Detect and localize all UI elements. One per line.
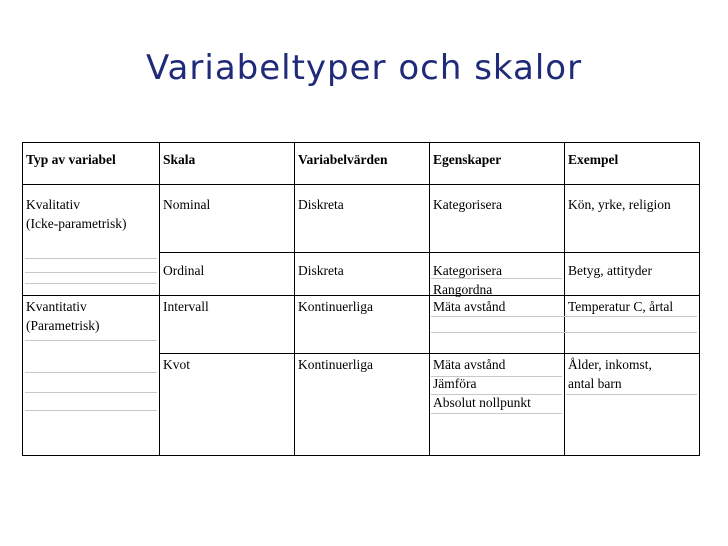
properties-cell [429,354,564,455]
example-text: Betyg, attityder [568,263,652,278]
example-text: antal barn [568,376,622,391]
variable-types-table [22,142,700,456]
variable-type-cell [23,354,159,455]
header-cell: Egenskaper [429,143,564,184]
example-cell [564,296,699,353]
properties-cell [429,296,564,353]
example-cell [564,185,699,252]
scale-cell: Nominal [159,185,294,252]
properties-cell [429,253,564,295]
table-row [23,296,699,353]
property-text: Jämföra [433,376,477,391]
values-cell: Diskreta [294,253,429,295]
header-cell: Skala [159,143,294,184]
values-cell: Kontinuerliga [294,296,429,353]
example-text: Kön, yrke, religion [568,197,671,212]
table-header-row [23,143,699,184]
example-cell [564,253,699,295]
property-text: Absolut nollpunkt [433,395,531,410]
example-text: Ålder, inkomst, [568,357,652,372]
values-cell: Diskreta [294,185,429,252]
values-cell: Kontinuerliga [294,354,429,455]
variable-type-cell [23,253,159,295]
variable-type-text: Kvalitativ [26,197,80,212]
property-text: Kategorisera [433,197,502,212]
property-text: Mäta avstånd [433,299,506,314]
scale-cell: Kvot [159,354,294,455]
example-cell [564,354,699,455]
header-cell: Typ av variabel [26,152,116,167]
slide-title: Variabeltyper och skalor [145,48,583,88]
table-row [23,185,699,252]
example-text: Temperatur C, årtal [568,299,674,314]
property-text: Rangordna [433,282,493,297]
property-text: Kategorisera [433,263,502,278]
variable-type-text: Kvantitativ [26,299,87,314]
header-cell: Variabelvärden [294,143,429,184]
property-text: Mäta avstånd [433,357,506,372]
table-row [23,354,699,455]
properties-cell [429,185,564,252]
variable-type-text: (Parametrisk) [26,318,100,333]
table-row [23,253,699,295]
variable-type-cell [23,185,159,252]
scale-cell: Ordinal [159,253,294,295]
variable-type-cell [23,296,159,353]
variable-type-text: (Icke-parametrisk) [26,216,127,231]
scale-cell: Intervall [159,296,294,353]
header-cell: Exempel [564,143,699,184]
